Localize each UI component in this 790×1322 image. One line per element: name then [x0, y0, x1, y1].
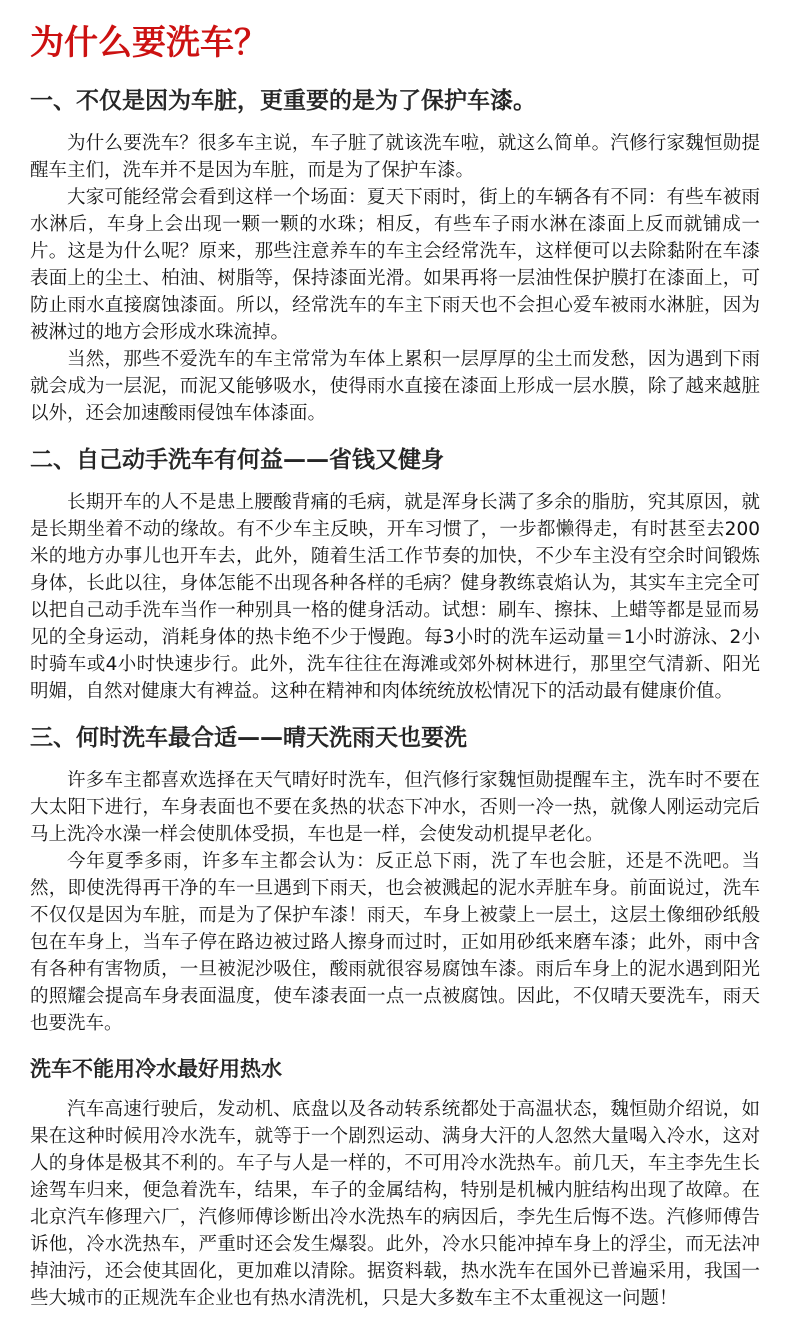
section-3: [30, 723, 760, 1037]
section-1-heading: 一、不仅是因为车脏，更重要的是为了保护车漆。: [30, 88, 536, 114]
paragraph: 当然，那些不爱洗车的车主常常为车体上累积一层厚厚的尘土而发愁，因为遇到下雨就会成为一层泥，而泥又能够吸水，使得雨水直接在漆面上形成一层水膜，除了越来越脏以外，还会加速酸雨侵蚀车体漆面。: [30, 349, 760, 424]
section-2-body: [30, 489, 760, 705]
paragraph: 为什么要洗车？很多车主说，车子脏了就该洗车啦，就这么简单。汽修行家魏恒勋提醒车主们，洗车并不是因为车脏，而是为了保护车漆。: [30, 133, 760, 181]
paragraph: 汽车高速行驶后，发动机、底盘以及各动转系统都处于高温状态，魏恒勋介绍说，如果在这种时候用冷水洗车，就等于一个剧烈运动、满身大汗的人忽然大量喝入冷水，这对人的身体是极其不利的。车子与人是一样的，不可用冷水洗热车。前几天，车主李先生长途驾车归来，便急着洗车，结果，车子的金属结构，特别是机械内脏结构出现了故障。在北京汽车修理六厂，汽修师傅诊断出冷水洗热车的病因后，李先生后悔不迭。汽修师傅告诉他，冷水洗热车，严重时还会发生爆裂。此外，冷水只能冲掉车身上的浮尘，而无法冲掉油污，还会使其固化，更加难以清除。据资料载，热水洗车在国外已普遍采用，我国一些大城市的正规洗车企业也有热水清洗机，只是大多数车主不太重视这一问题！: [30, 1099, 760, 1309]
paragraph: 长期开车的人不是患上腰酸背痛的毛病，就是浑身长满了多余的脂肪，究其原因，就是长期坐着不动的缘故。有不少车主反映，开车习惯了，一步都懒得走，有时甚至去200米的地方办事儿也开车去，此外，随着生活工作节奏的加快，不少车主没有空余时间锻炼身体，长此以往，身体怎能不出现各种各样的毛病？健身教练袁焰认为，其实车主完全可以把自己动手洗车当作一种别具一格的健身活动。试想：刷车、擦抹、上蜡等都是显而易见的全身运动，消耗身体的热卡绝不少于慢跑。每3小时的洗车运动量＝1小时游泳、2小时骑车或4小时快速步行。此外，洗车往往在海滩或郊外树林进行，那里空气清新、阳光明媚，自然对健康大有裨益。这种在精神和肉体统统放松情况下的活动最有健康价值。: [30, 492, 760, 702]
paragraph: 许多车主都喜欢选择在天气晴好时洗车，但汽修行家魏恒勋提醒车主，洗车时不要在大太阳下进行，车身表面也不要在炙热的状态下冲水，否则一冷一热，就像人刚运动完后马上洗冷水澡一样会使肌体受损，车也是一样，会使发动机提早老化。: [30, 770, 760, 845]
section-2: [30, 445, 760, 705]
section-1: [30, 86, 760, 427]
section-3-heading: 三、何时洗车最合适——晴天洗雨天也要洗: [30, 725, 467, 751]
page-title: 为什么要洗车？: [30, 23, 268, 63]
section-1-body: [30, 130, 760, 427]
section-4-body: [30, 1096, 760, 1312]
section-4-heading: 洗车不能用冷水最好用热水: [30, 1057, 282, 1081]
section-3-body: [30, 767, 760, 1037]
section-4: [30, 1055, 760, 1312]
paragraph: 今年夏季多雨，许多车主都会认为：反正总下雨，洗了车也会脏，还是不洗吧。当然，即使洗得再干净的车一旦遇到下雨天，也会被溅起的泥水弄脏车身。前面说过，洗车不仅仅是因为车脏，而是为了保护车漆！雨天，车身上被蒙上一层土，这层土像细砂纸般包在车身上，当车子停在路边被过路人擦身而过时，正如用砂纸来磨车漆；此外，雨中含有各种有害物质，一旦被泥沙吸住，酸雨就很容易腐蚀车漆。雨后车身上的泥水遇到阳光的照耀会提高车身表面温度，使车漆表面一点一点被腐蚀。因此，不仅晴天要洗车，雨天也要洗车。: [30, 851, 760, 1034]
section-2-heading: 二、自己动手洗车有何益——省钱又健身: [30, 447, 444, 473]
paragraph: 大家可能经常会看到这样一个场面：夏天下雨时，街上的车辆各有不同：有些车被雨水淋后，车身上会出现一颗一颗的水珠；相反，有些车子雨水淋在漆面上反而就铺成一片。这是为什么呢？原来，那些注意养车的车主会经常洗车，这样便可以去除黏附在车漆表面上的尘土、柏油、树脂等，保持漆面光滑。如果再将一层油性保护膜打在漆面上，可防止雨水直接腐蚀漆面。所以，经常洗车的车主下雨天也不会担心爱车被雨水淋脏，因为被淋过的地方会形成水珠流掉。: [30, 187, 760, 343]
